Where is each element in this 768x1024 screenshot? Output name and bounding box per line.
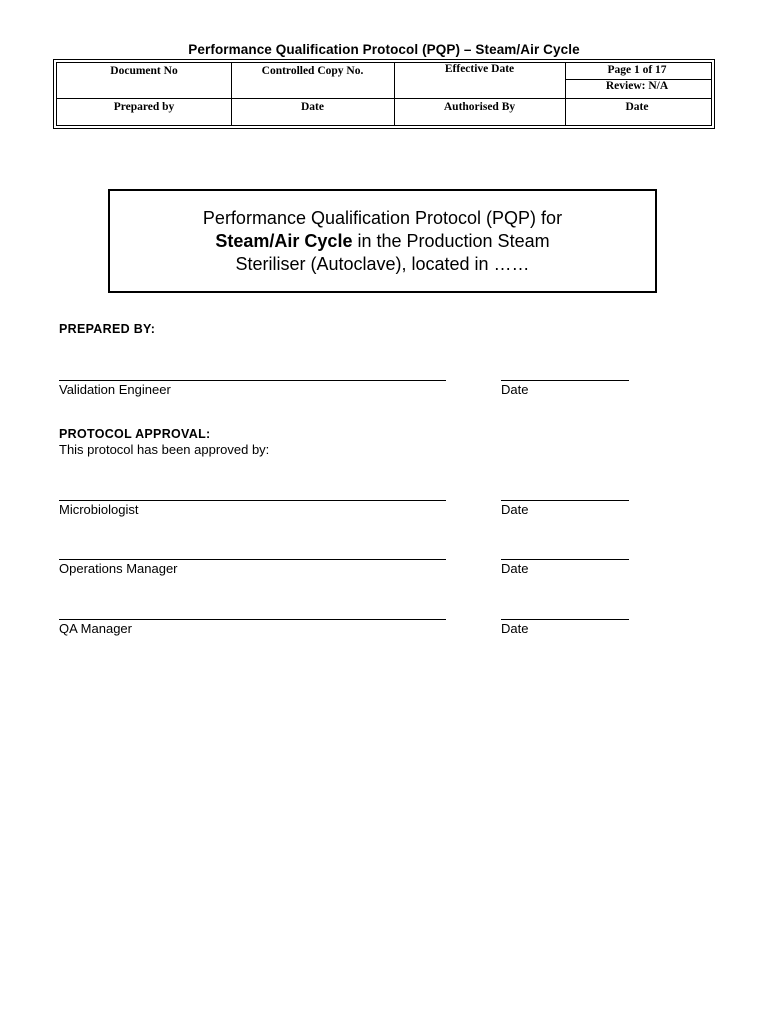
protocol-title-emphasis: Steam/Air Cycle — [215, 231, 353, 251]
prepared-by-label: PREPARED BY: — [59, 322, 156, 336]
protocol-approval-label: PROTOCOL APPROVAL: — [59, 427, 211, 441]
header-cell-authorised-by: Authorised By — [443, 101, 516, 113]
date-line[interactable] — [501, 619, 629, 620]
protocol-title-line: Steriliser (Autoclave), located in …… — [235, 254, 530, 274]
protocol-title-text: in the Production Steam — [352, 231, 550, 251]
signatory-date-label: Date — [501, 621, 529, 636]
signatory-date-label: Date — [501, 382, 529, 397]
header-cell-date: Date — [301, 101, 324, 113]
signature-line[interactable] — [59, 500, 446, 501]
signature-line[interactable] — [59, 619, 446, 620]
table-divider — [57, 98, 711, 99]
header-table-grid — [56, 62, 712, 126]
approval-note: This protocol has been approved by: — [59, 442, 270, 457]
signatory-role: Operations Manager — [59, 561, 178, 576]
date-line[interactable] — [501, 559, 629, 560]
signatory-role: QA Manager — [59, 621, 132, 636]
protocol-title-line — [110, 230, 655, 253]
signatory-role: Validation Engineer — [59, 382, 171, 397]
header-cell-controlled-copy: Controlled Copy No. — [261, 65, 364, 77]
header-cell-prepared-by: Prepared by — [113, 101, 175, 113]
header-cell-date: Date — [625, 101, 649, 113]
date-line[interactable] — [501, 380, 629, 381]
header-cell-review: Review: N/A — [605, 80, 669, 92]
header-cell-document-no: Document No — [110, 65, 178, 77]
signatory-date-label: Date — [501, 561, 529, 576]
header-table — [53, 59, 715, 129]
signatory-date-label: Date — [501, 502, 529, 517]
date-line[interactable] — [501, 500, 629, 501]
signatory-role: Microbiologist — [59, 502, 139, 517]
document-header-title: Performance Qualification Protocol (PQP) – Steam/Air Cycle — [188, 42, 580, 57]
header-cell-effective-date: Effective Date — [444, 63, 515, 75]
header-cell-page: Page 1 of 17 — [607, 64, 667, 76]
signature-line[interactable] — [59, 380, 446, 381]
protocol-title-line: Performance Qualification Protocol (PQP) for — [202, 208, 563, 228]
signature-line[interactable] — [59, 559, 446, 560]
protocol-title-box — [108, 189, 657, 293]
